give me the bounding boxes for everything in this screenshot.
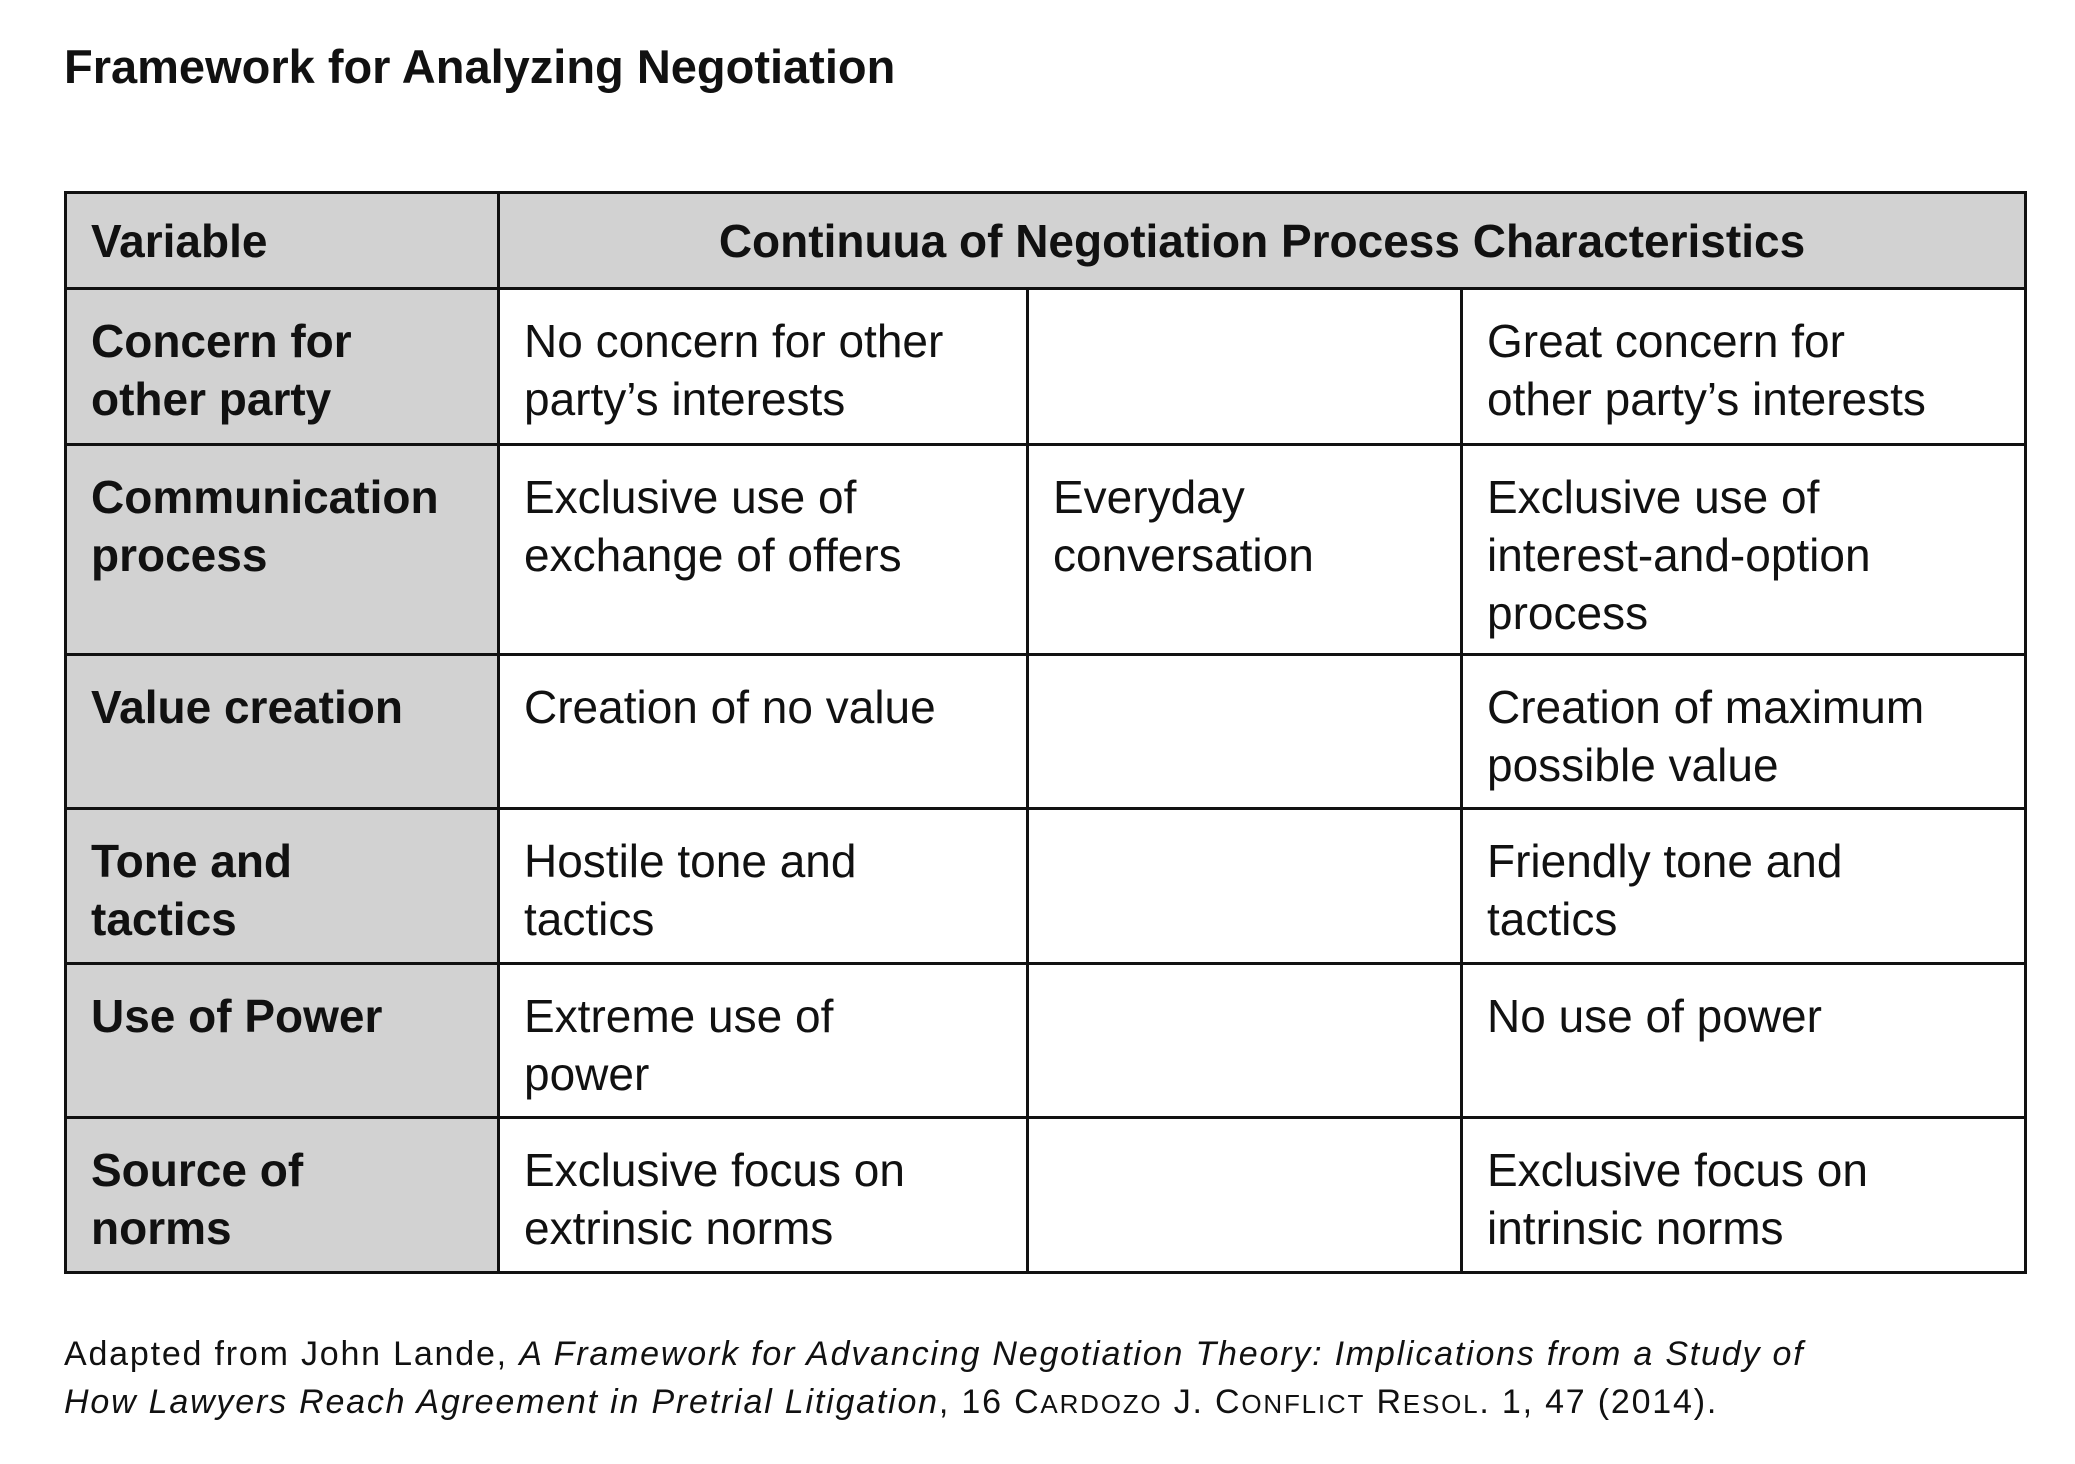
high-end-cell: Great concern for other party’s interests <box>1462 289 2026 445</box>
source-citation <box>64 1330 1804 1428</box>
middle-cell <box>1028 1118 1462 1273</box>
middle-cell <box>1028 289 1462 445</box>
journal-esol: ESOL <box>1402 1389 1480 1419</box>
low-end-cell: No concern for other party’s interests <box>499 289 1028 445</box>
high-end-cell: Exclusive focus on intrinsic norms <box>1462 1118 2026 1273</box>
low-end-cell: Hostile tone and tactics <box>499 809 1028 964</box>
middle-cell <box>1028 809 1462 964</box>
table-header-row <box>66 193 2026 289</box>
citation-separator: , 16 <box>938 1383 1015 1421</box>
page-title: Framework for Analyzing Negotiation <box>64 40 896 93</box>
variable-cell: Value creation <box>66 655 499 809</box>
low-end-cell: Creation of no value <box>499 655 1028 809</box>
variable-cell: Concern for other party <box>66 289 499 445</box>
header-continua: Continuua of Negotiation Process Characteristics <box>499 193 2026 289</box>
middle-cell <box>1028 964 1462 1118</box>
negotiation-framework-table <box>64 191 2027 1274</box>
high-end-cell: Exclusive use of interest-and-option process <box>1462 445 2026 655</box>
table-row <box>66 289 2026 445</box>
variable-cell: Tone and tactics <box>66 809 499 964</box>
low-end-cell: Exclusive use of exchange of offers <box>499 445 1028 655</box>
variable-cell: Communication process <box>66 445 499 655</box>
table-row <box>66 964 2026 1118</box>
journal-j: J. <box>1162 1383 1215 1421</box>
low-end-cell: Extreme use of power <box>499 964 1028 1118</box>
low-end-cell: Exclusive focus on extrinsic norms <box>499 1118 1028 1273</box>
citation-article-title-1: A Framework for Advancing Negotiation Theory: Implications from a Study of <box>519 1335 1805 1373</box>
citation-line-2 <box>64 1378 1804 1428</box>
table-row <box>66 445 2026 655</box>
citation-prefix: Adapted from John Lande, <box>64 1335 520 1373</box>
table-row <box>66 655 2026 809</box>
header-variable: Variable <box>66 193 499 289</box>
citation-article-title-2: How Lawyers Reach Agreement in Pretrial Litigation <box>64 1383 939 1421</box>
high-end-cell: Creation of maximum possible value <box>1462 655 2026 809</box>
journal-space <box>1365 1383 1376 1421</box>
journal-onflict: ONFLICT <box>1241 1389 1366 1419</box>
variable-cell: Use of Power <box>66 964 499 1118</box>
journal-initial-r: R <box>1376 1383 1403 1421</box>
table-row <box>66 1118 2026 1273</box>
journal-initial-c2: C <box>1215 1383 1242 1421</box>
high-end-cell: No use of power <box>1462 964 2026 1118</box>
journal-initial-c: C <box>1014 1383 1041 1421</box>
citation-line-1 <box>64 1330 1804 1378</box>
middle-cell: Everyday conversation <box>1028 445 1462 655</box>
variable-cell: Source of norms <box>66 1118 499 1273</box>
middle-cell <box>1028 655 1462 809</box>
citation-suffix: . 1, 47 (2014). <box>1479 1383 1719 1421</box>
journal-ardozo: ARDOZO <box>1040 1389 1163 1419</box>
high-end-cell: Friendly tone and tactics <box>1462 809 2026 964</box>
table-row <box>66 809 2026 964</box>
